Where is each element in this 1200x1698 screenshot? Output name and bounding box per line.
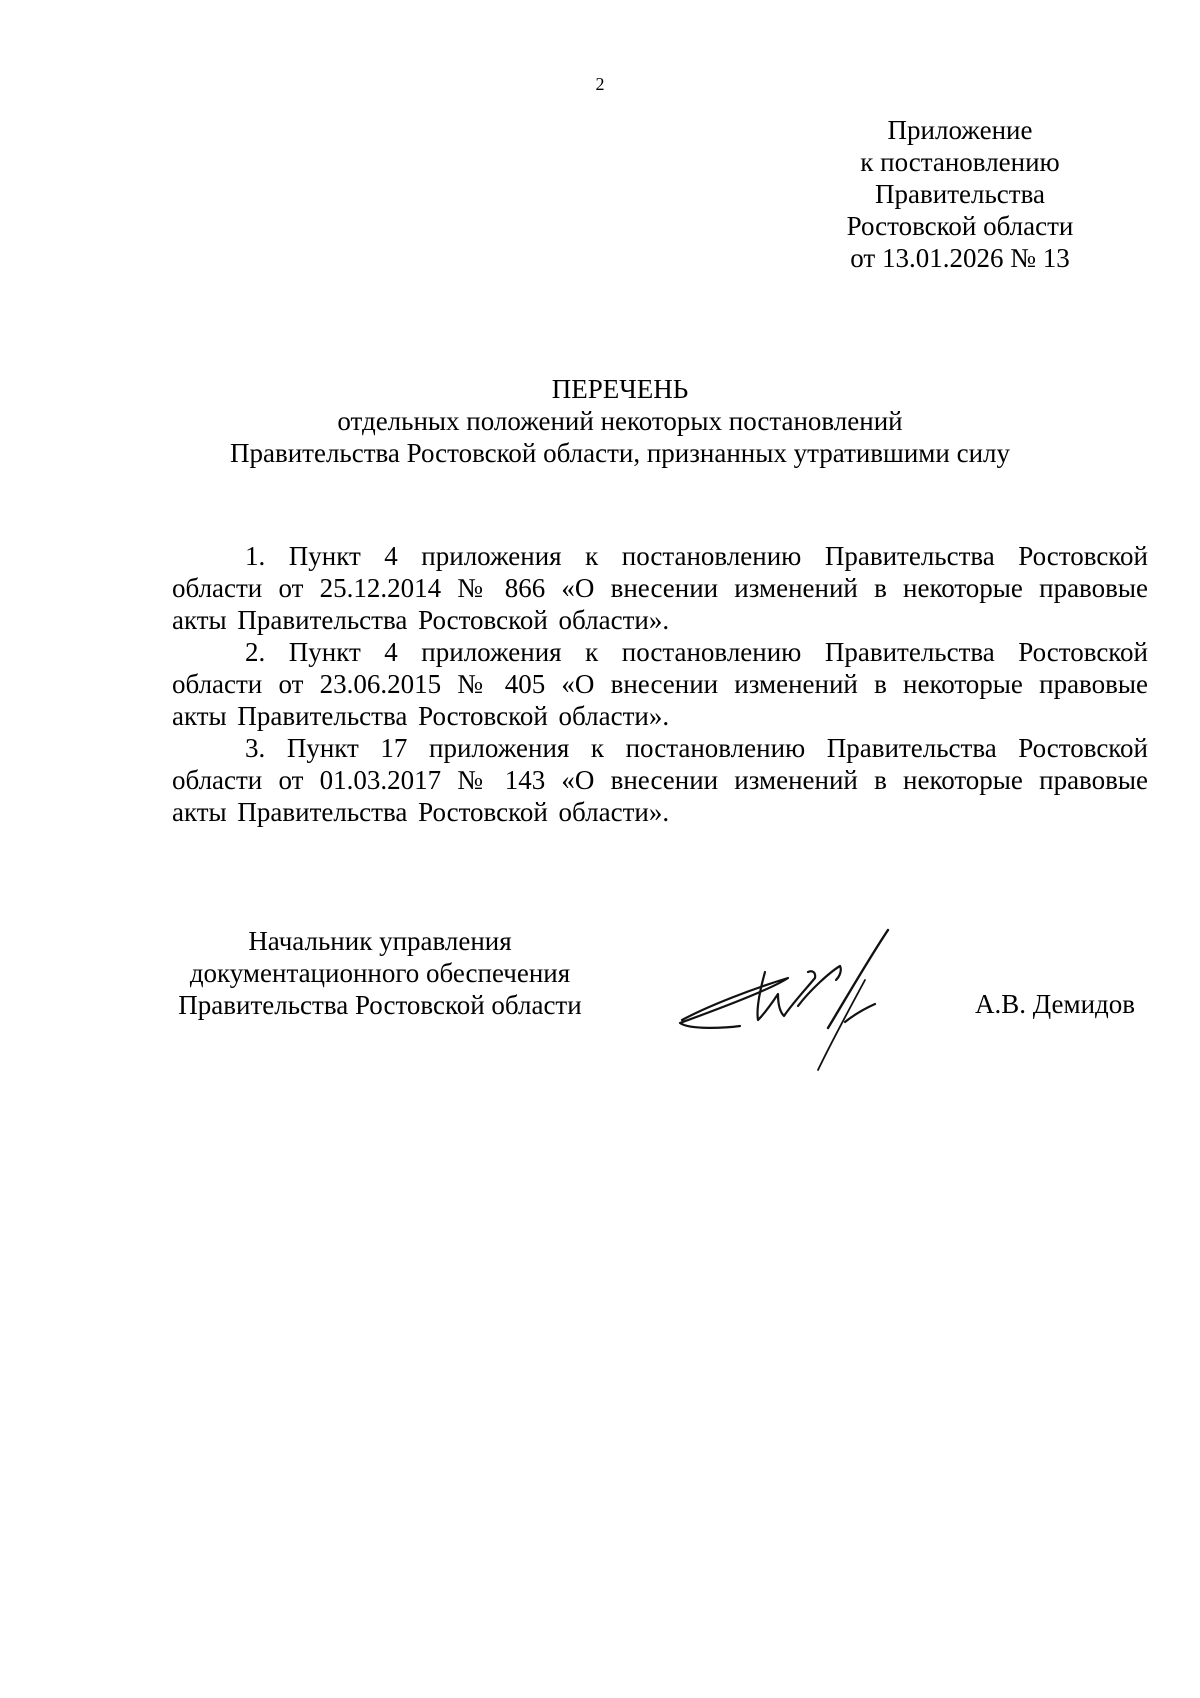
annex-line: Ростовской области (846, 211, 1074, 241)
signatory-name: А.В. Демидов (975, 989, 1136, 1019)
items-list (172, 540, 1148, 828)
annex-line: к постановлению (860, 147, 1060, 177)
title-heading: ПЕРЕЧЕНЬ (551, 374, 689, 404)
signatory-position-line: документационного обеспечения (189, 958, 571, 988)
signature-stroke (845, 1004, 875, 1022)
annex-date-number: от 13.01.2026 № 13 (850, 243, 1070, 273)
title-subtitle-line-2: Правительства Ростовской области, признанных утратившими силу (229, 438, 1010, 468)
list-item: 3. Пункт 17 приложения к постановлению Правительства Ростовской области от 01.03.2017 № 143 «О внесении изменений в некоторые правовые акты Правительства Ростовской области». (172, 733, 1148, 827)
page-number: 2 (595, 74, 605, 94)
list-item: 2. Пункт 4 приложения к постановлению Правительства Ростовской области от 23.06.2015 № 405 «О внесении изменений в некоторые правовые акты Правительства Ростовской области». (172, 637, 1148, 731)
title-subtitle-line-1: отдельных положений некоторых постановлений (337, 406, 903, 436)
annex-line: Приложение (887, 115, 1033, 145)
annex-header (820, 114, 1100, 274)
document-title (170, 373, 1070, 469)
annex-line: Правительства (875, 179, 1045, 209)
signature-stroke (798, 966, 841, 1006)
signatory-position-line: Начальник управления (248, 926, 512, 956)
signature-stroke (818, 980, 865, 1070)
signatory-position-line: Правительства Ростовской области (178, 990, 582, 1020)
handwritten-signature (670, 920, 950, 1080)
signatory-position (160, 925, 600, 1021)
list-item: 1. Пункт 4 приложения к постановлению Правительства Ростовской области от 25.12.2014 № 866 «О внесении изменений в некоторые правовые акты Правительства Ростовской области». (172, 541, 1148, 635)
